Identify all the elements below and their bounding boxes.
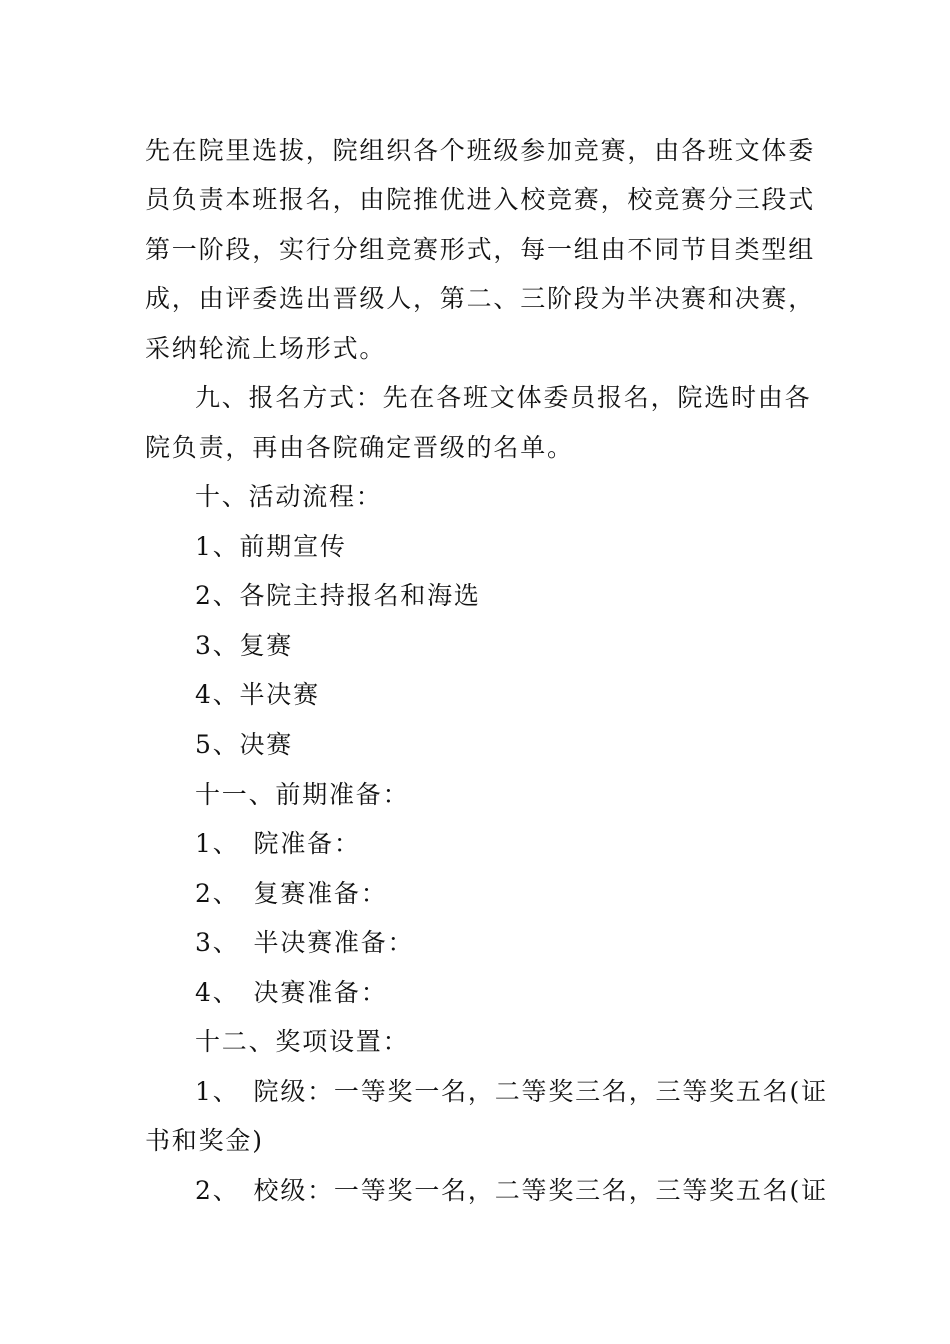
prep-item-text: 院准备： (253, 829, 361, 858)
prep-item-number: 1、 (195, 829, 240, 858)
paragraph-line: 先在院里选拔，院组织各个班级参加竞赛，由各班文体委 (145, 136, 816, 165)
section-10-heading: 十、活动流程： (195, 482, 383, 511)
award-text-continued: 书和奖金) (145, 1126, 264, 1155)
award-text: 院级：一等奖一名，二等奖三名，三等奖五名(证 (253, 1077, 828, 1106)
flow-item: 3、复赛 (195, 631, 294, 660)
section-12-heading: 十二、奖项设置： (195, 1027, 410, 1056)
paragraph-line: 第一阶段，实行分组竞赛形式，每一组由不同节目类型组 (145, 235, 816, 264)
prep-item-text: 复赛准备： (253, 879, 388, 908)
flow-item: 5、决赛 (195, 730, 294, 759)
flow-item: 1、前期宣传 (195, 532, 347, 561)
prep-item (195, 928, 414, 958)
flow-item: 2、各院主持报名和海选 (195, 581, 481, 610)
prep-item-number: 2、 (195, 879, 240, 908)
section-9-line: 九、报名方式：先在各班文体委员报名，院选时由各 (195, 383, 812, 412)
paragraph-line: 员负责本班报名，由院推优进入校竞赛，校竞赛分三段式 (145, 185, 816, 214)
prep-item (195, 879, 388, 909)
award-number: 1、 (195, 1077, 240, 1106)
prep-item-text: 半决赛准备： (253, 928, 415, 957)
section-11-heading: 十一、前期准备： (195, 780, 410, 809)
award-item (195, 1077, 828, 1107)
paragraph-line: 成，由评委选出晋级人，第二、三阶段为半决赛和决赛， (145, 284, 816, 313)
award-item (195, 1176, 828, 1206)
award-text: 校级：一等奖一名，二等奖三名，三等奖五名(证 (253, 1176, 828, 1205)
paragraph-line: 采纳轮流上场形式。 (145, 334, 387, 363)
prep-item (195, 978, 388, 1008)
flow-item: 4、半决赛 (195, 680, 320, 709)
prep-item-text: 决赛准备： (253, 978, 388, 1007)
section-9-line: 院负责，再由各院确定晋级的名单。 (145, 433, 574, 462)
prep-item-number: 4、 (195, 978, 240, 1007)
prep-item-number: 3、 (195, 928, 240, 957)
award-number: 2、 (195, 1176, 240, 1205)
prep-item (195, 829, 361, 859)
